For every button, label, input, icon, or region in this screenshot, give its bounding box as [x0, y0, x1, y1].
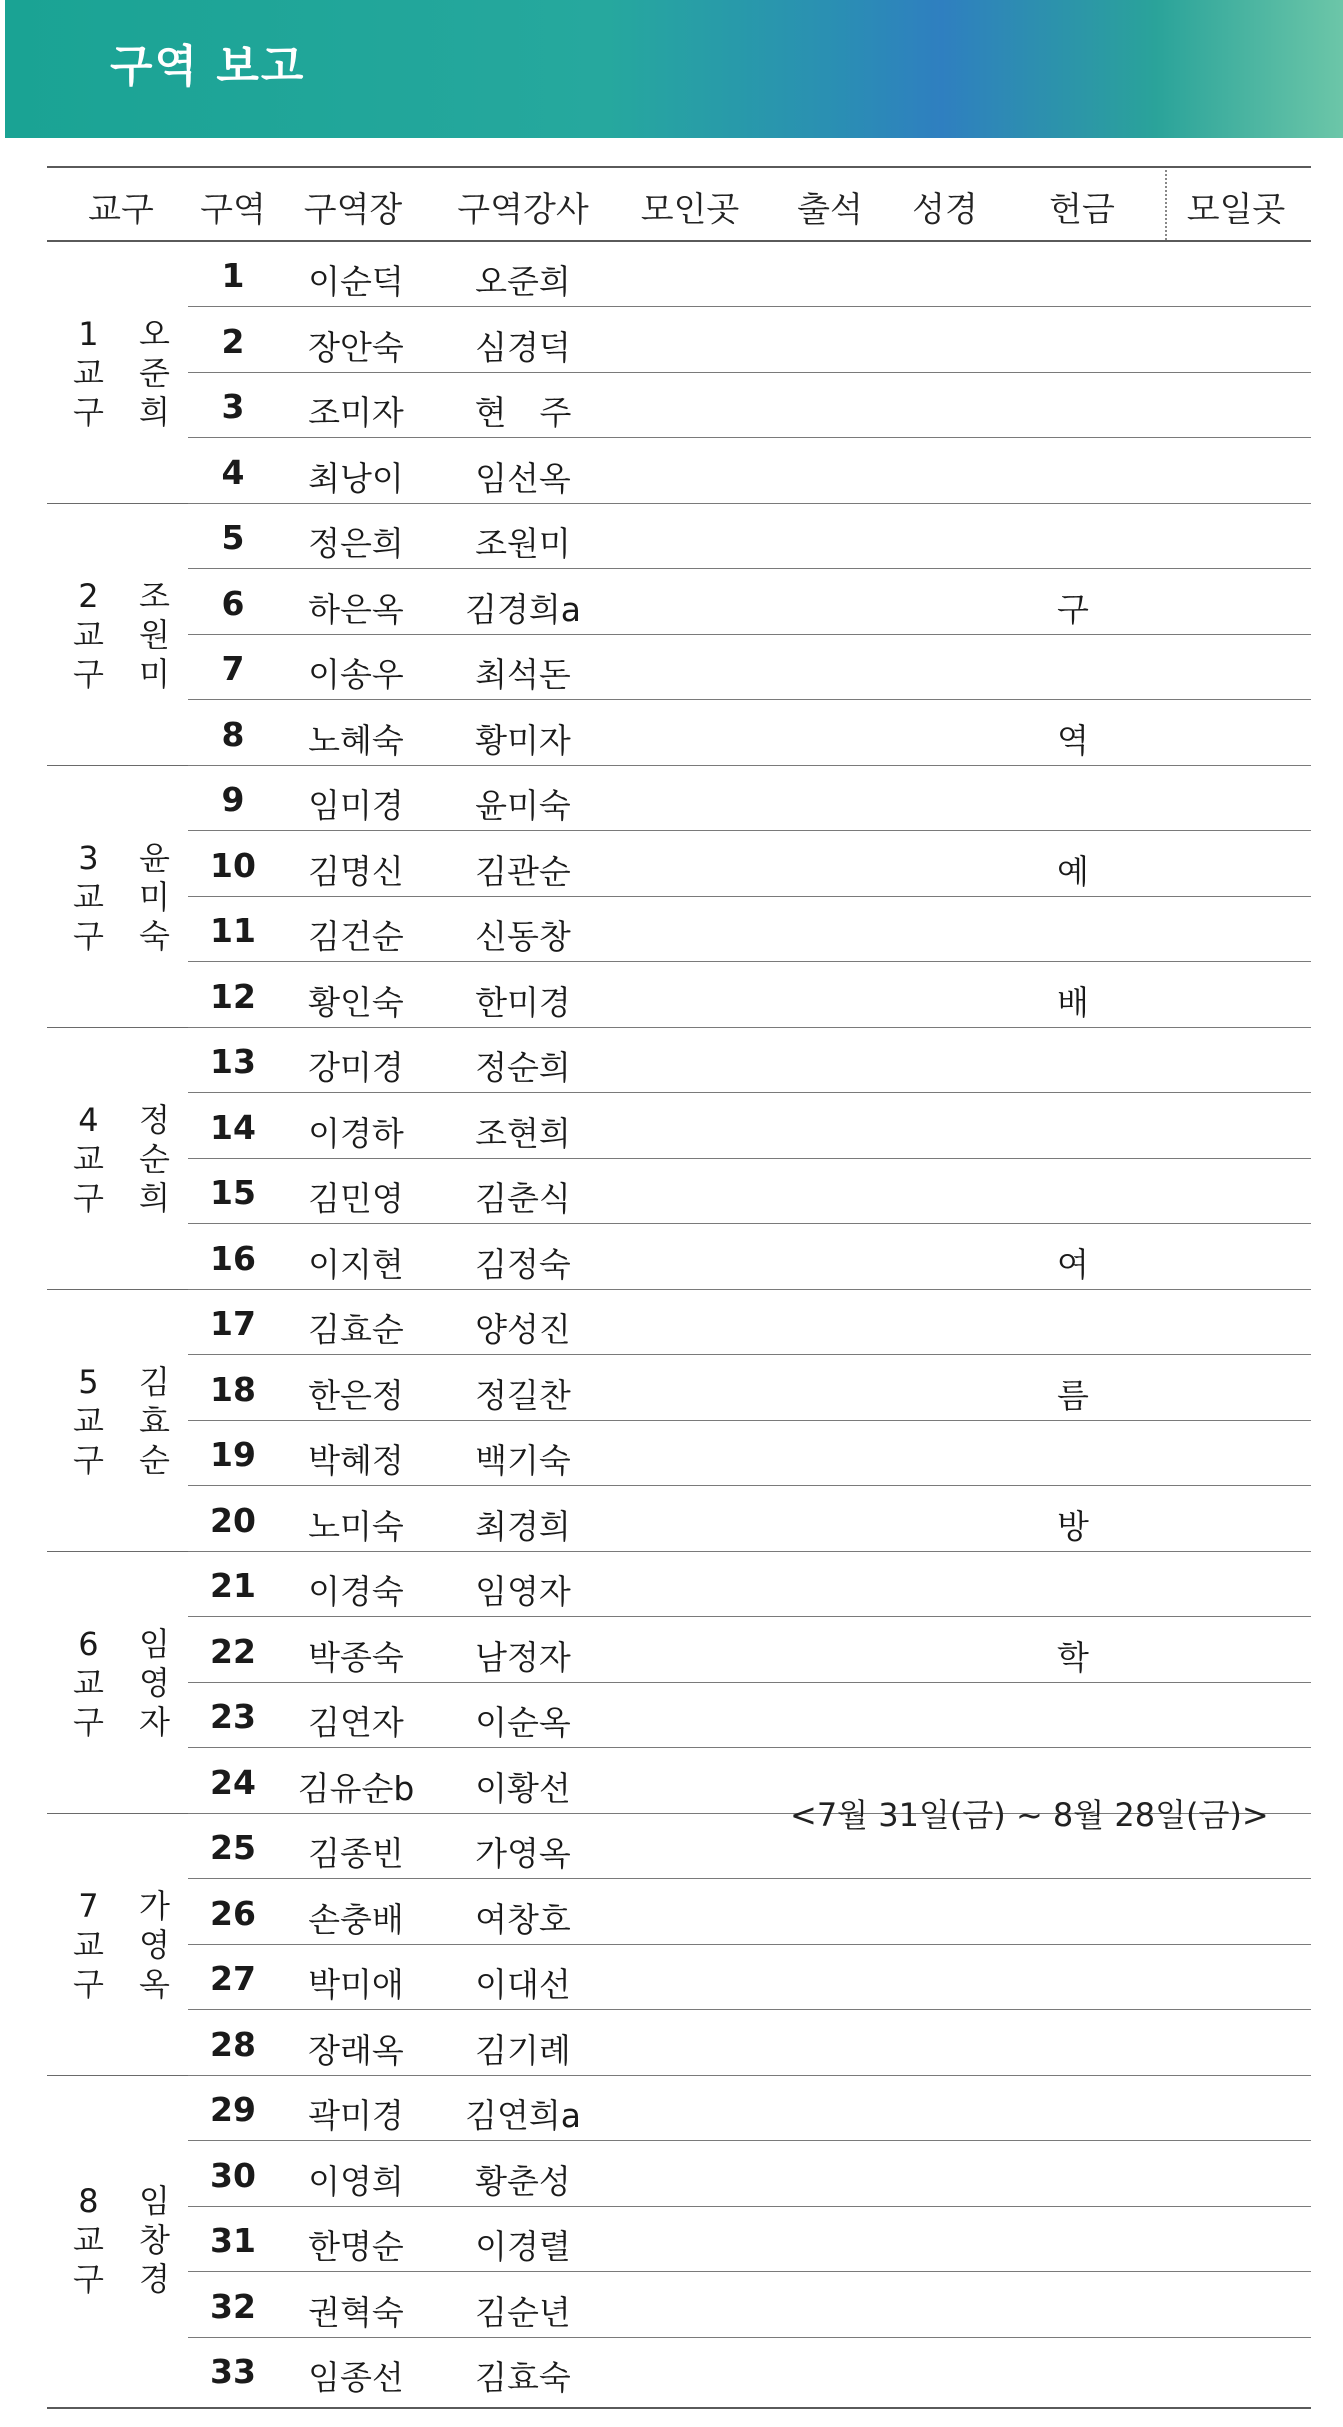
district-label-char: 구: [73, 393, 104, 431]
district-label-char: 교: [73, 878, 104, 916]
table-row: [188, 635, 1311, 700]
table-row: [188, 2273, 1311, 2338]
zone-teacher: 이순옥: [475, 1703, 571, 1742]
pastor-name: [139, 2182, 170, 2299]
table-row: [188, 1487, 1311, 1552]
district-label-char: 구: [73, 1179, 104, 1217]
zone-leader: 김건순: [308, 917, 404, 956]
zone-teacher: 이황선: [475, 1768, 571, 1808]
pastor-name-char: 순: [139, 1441, 170, 1479]
table-header: [47, 168, 1311, 240]
zone-teacher: 남정자: [475, 1637, 571, 1677]
pastor-name-char: 희: [139, 393, 170, 431]
header-divider: [1165, 170, 1167, 240]
pastor-name-char: 정: [139, 1101, 170, 1139]
pastor-name-char: 창: [139, 2220, 170, 2259]
offering-note: 역: [1057, 720, 1089, 760]
pastor-name-char: 윤: [139, 839, 170, 877]
table-bottom-rule: [47, 2407, 1311, 2409]
zone-leader: 손충배: [308, 1899, 404, 1939]
zone-teacher: 여창호: [475, 1899, 571, 1939]
zone-leader: 강미경: [308, 1048, 404, 1087]
pastor-name-char: 김: [139, 1363, 170, 1401]
zone-number: 11: [210, 911, 256, 950]
pastor-name-char: 영: [139, 1926, 170, 1964]
zone-leader: 박혜정: [308, 1441, 404, 1480]
zone-teacher: 황미자: [475, 720, 571, 760]
zone-number: 27: [210, 1959, 256, 1998]
header-leader: 구역장: [303, 190, 403, 230]
zone-teacher: 윤미숙: [475, 786, 571, 825]
zone-leader: 정은희: [308, 524, 404, 563]
district-label: [73, 577, 104, 694]
table-row: [188, 1880, 1311, 1945]
district-group: [47, 242, 188, 504]
zone-number: 26: [210, 1893, 256, 1933]
zone-teacher: 이대선: [475, 1965, 571, 2004]
zone-leader: 임종선: [308, 2358, 404, 2397]
zone-teacher: 김관순: [475, 851, 571, 891]
table-row: [188, 308, 1311, 373]
zone-number: 33: [210, 2352, 256, 2391]
district-label: [73, 315, 104, 432]
header-teacher: 구역강사: [457, 190, 589, 230]
district-label-char: 8: [78, 2181, 99, 2220]
zone-leader: 이순덕: [308, 262, 404, 301]
pastor-name-char: 경: [139, 2259, 170, 2298]
pastor-name-char: 가: [139, 1887, 170, 1925]
district-label-char: 5: [78, 1363, 99, 1401]
table-row: [188, 832, 1311, 897]
zone-teacher: 정길찬: [475, 1375, 571, 1415]
pastor-name-char: 준: [139, 354, 170, 392]
zone-teacher: 김경희a: [465, 589, 581, 629]
district-label-char: 3: [78, 839, 99, 877]
zone-number: 10: [210, 845, 256, 885]
pastor-name-char: 효: [139, 1402, 170, 1440]
zone-teacher: 김연희a: [465, 2096, 581, 2135]
district-label: [73, 1625, 104, 1742]
zone-number: 17: [210, 1304, 256, 1343]
zone-teacher: 이경렬: [475, 2227, 571, 2266]
zone-number: 25: [210, 1828, 256, 1867]
zone-leader: 김효순: [308, 1310, 404, 1349]
zone-teacher: 최석돈: [475, 655, 571, 694]
zone-number: 23: [210, 1697, 256, 1736]
zone-number: 28: [210, 2024, 256, 2064]
table-row: [188, 2076, 1311, 2141]
district-group: [47, 2076, 188, 2404]
zone-number: 24: [210, 1762, 256, 1802]
table-row: [188, 963, 1311, 1028]
pastor-name: [139, 315, 170, 432]
pastor-name-char: 오: [139, 315, 170, 353]
table-row: [188, 1618, 1311, 1683]
zone-teacher: 정순희: [475, 1048, 571, 1087]
header-offering: 헌금: [1049, 190, 1115, 230]
offering-note: 구: [1057, 589, 1089, 629]
district-group: [47, 766, 188, 1028]
pastor-name-char: 희: [139, 1179, 170, 1217]
table-row: [188, 1290, 1311, 1355]
district-label-char: 교: [73, 1926, 104, 1964]
pastor-name-char: 미: [139, 655, 170, 693]
header-next-place: 모일곳: [1186, 190, 1286, 230]
zone-number: 12: [210, 976, 256, 1016]
district-group: [47, 1552, 188, 1814]
zone-number: 20: [210, 1500, 256, 1540]
zone-leader: 최낭이: [308, 458, 404, 498]
pastor-name-char: 조: [139, 577, 170, 615]
pastor-name-char: 임: [139, 2181, 170, 2220]
zone-leader: 조미자: [308, 393, 404, 432]
zone-leader: 이지현: [308, 1244, 404, 1284]
district-group: [47, 1814, 188, 2076]
district-group: [47, 1028, 188, 1290]
zone-leader: 김종빈: [308, 1834, 404, 1873]
zone-teacher: 임선옥: [475, 458, 571, 498]
pastor-name: [139, 577, 170, 694]
pastor-name-char: 자: [139, 1703, 170, 1741]
pastor-name-char: 미: [139, 878, 170, 916]
district-label-char: 1: [78, 315, 99, 353]
zone-teacher: 한미경: [475, 982, 571, 1022]
table-row: [188, 1552, 1311, 1617]
offering-note: 학: [1057, 1637, 1089, 1677]
district-label-char: 6: [78, 1625, 99, 1663]
zone-teacher: 임영자: [475, 1572, 571, 1611]
table-row: [188, 1225, 1311, 1290]
zone-leader: 노혜숙: [308, 720, 404, 760]
zone-leader: 장안숙: [308, 327, 404, 367]
zone-leader: 하은옥: [308, 589, 404, 629]
header-attendance: 출석: [797, 190, 863, 230]
table-row: [188, 2011, 1311, 2076]
zone-leader: 이경하: [308, 1113, 404, 1153]
zone-teacher: 조원미: [475, 524, 571, 563]
zone-leader: 곽미경: [308, 2096, 404, 2135]
table-row: [188, 1094, 1311, 1159]
zone-teacher: 오준희: [475, 262, 571, 301]
zone-number: 13: [210, 1042, 256, 1081]
district-label-char: 7: [78, 1887, 99, 1925]
header-bible: 성경: [912, 190, 978, 230]
zone-teacher: 심경덕: [475, 327, 571, 367]
offering-note: 름: [1057, 1375, 1089, 1415]
table-row: [188, 701, 1311, 766]
zone-leader: 김민영: [308, 1179, 404, 1218]
table-row: [188, 1356, 1311, 1421]
zone-teacher: 김효숙: [475, 2358, 571, 2397]
pastor-name-char: 옥: [139, 1965, 170, 2003]
zone-teacher: 가영옥: [475, 1834, 571, 1873]
district-label-char: 4: [78, 1101, 99, 1139]
district-label: [73, 839, 104, 956]
pastor-name: [139, 839, 170, 956]
zone-number: 6: [221, 583, 245, 623]
district-label-char: 구: [73, 655, 104, 693]
district-label-char: 2: [78, 577, 99, 615]
report-period: <7월 31일(금) ~ 8월 28일(금)>: [790, 1796, 1269, 1834]
district-label-char: 구: [73, 1441, 104, 1479]
district-label: [73, 1101, 104, 1218]
zone-leader: 황인숙: [308, 982, 404, 1022]
zone-teacher: 김정숙: [475, 1244, 571, 1284]
table-row: [188, 766, 1311, 831]
zone-number: 4: [221, 452, 245, 492]
district-label-char: 교: [73, 354, 104, 392]
zone-number: 21: [210, 1566, 256, 1605]
district-label-char: 교: [73, 1664, 104, 1702]
zone-number: 3: [221, 387, 245, 426]
table-row: [188, 2207, 1311, 2272]
zone-teacher: 백기숙: [475, 1441, 571, 1480]
zone-leader: 한명순: [308, 2227, 404, 2266]
zone-teacher: 황춘성: [475, 2161, 571, 2201]
district-label-char: 교: [73, 1140, 104, 1178]
pastor-name: [139, 1363, 170, 1480]
zone-number: 5: [221, 518, 245, 557]
table-row: [188, 373, 1311, 438]
table-row: [188, 504, 1311, 569]
pastor-name-char: 순: [139, 1140, 170, 1178]
table-row: [188, 439, 1311, 504]
pastor-name: [139, 1101, 170, 1218]
offering-note: 예: [1057, 851, 1089, 891]
zone-teacher: 최경희: [475, 1506, 571, 1546]
pastor-name: [139, 1887, 170, 2004]
zone-leader: 이경숙: [308, 1572, 404, 1611]
district-label-char: 교: [73, 616, 104, 654]
pastor-name-char: 영: [139, 1664, 170, 1702]
zone-number: 18: [210, 1369, 256, 1409]
district-label: [73, 1887, 104, 2004]
district-group: [47, 504, 188, 766]
zone-leader: 박종숙: [308, 1637, 404, 1677]
offering-note: 방: [1057, 1506, 1089, 1546]
district-label-char: 구: [73, 2259, 104, 2298]
pastor-name: [139, 1625, 170, 1742]
zone-leader: 권혁숙: [308, 2292, 404, 2332]
zone-number: 31: [210, 2221, 256, 2260]
zone-teacher: 신동창: [475, 917, 571, 956]
zone-number: 29: [210, 2090, 256, 2129]
zone-number: 22: [210, 1631, 256, 1671]
zone-leader: 박미애: [308, 1965, 404, 2004]
zone-number: 7: [221, 649, 245, 688]
zone-leader: 이송우: [308, 655, 404, 694]
zone-leader: 장래옥: [308, 2030, 404, 2070]
zone-teacher: 김기례: [475, 2030, 571, 2070]
table-row: [188, 2338, 1311, 2403]
zone-leader: 한은정: [308, 1375, 404, 1415]
zone-teacher: 양성진: [475, 1310, 571, 1349]
offering-note: 여: [1057, 1244, 1089, 1284]
table-row: [188, 1945, 1311, 2010]
offering-note: 배: [1057, 982, 1089, 1022]
district-label-char: 구: [73, 917, 104, 955]
zone-teacher: 김춘식: [475, 1179, 571, 1218]
district-label-char: 교: [73, 2220, 104, 2259]
zone-number: 16: [210, 1238, 256, 1278]
zone-number: 32: [210, 2286, 256, 2326]
zone-leader: 김유순b: [297, 1768, 415, 1808]
zone-leader: 이영희: [308, 2161, 404, 2201]
district-label: [73, 2182, 104, 2299]
pastor-name-char: 숙: [139, 917, 170, 955]
header-zone: 구역: [200, 190, 266, 230]
zone-leader: 김명신: [308, 851, 404, 891]
table-row: [188, 1683, 1311, 1748]
header-place: 모인곳: [640, 190, 740, 230]
zone-number: 19: [210, 1435, 256, 1474]
zone-number: 2: [221, 321, 245, 361]
table-row: [188, 897, 1311, 962]
zone-number: 8: [221, 714, 245, 754]
district-label-char: 구: [73, 1703, 104, 1741]
zone-number: 30: [210, 2155, 256, 2195]
header-district: 교구: [88, 190, 154, 230]
district-label-char: 교: [73, 1402, 104, 1440]
table-row: [188, 1028, 1311, 1093]
zone-teacher: 현 주: [474, 393, 572, 432]
zone-number: 9: [221, 780, 245, 819]
pastor-name-char: 원: [139, 616, 170, 654]
zone-leader: 노미숙: [308, 1506, 404, 1546]
zone-teacher: 김순년: [475, 2292, 571, 2332]
table-row: [188, 242, 1311, 307]
zone-teacher: 조현희: [475, 1113, 571, 1153]
table-row: [188, 1159, 1311, 1224]
table-row: [188, 2142, 1311, 2207]
district-group: [47, 1290, 188, 1552]
pastor-name-char: 임: [139, 1625, 170, 1663]
table-row: [188, 570, 1311, 635]
table-row: [188, 1421, 1311, 1486]
title-banner: [5, 0, 1343, 138]
zone-number: 15: [210, 1173, 256, 1212]
district-label: [73, 1363, 104, 1480]
zone-leader: 임미경: [308, 786, 404, 825]
zone-leader: 김연자: [308, 1703, 404, 1742]
zone-number: 14: [210, 1107, 256, 1147]
zone-number: 1: [221, 256, 245, 295]
page-title: 구역 보고: [110, 41, 306, 92]
district-label-char: 구: [73, 1965, 104, 2003]
